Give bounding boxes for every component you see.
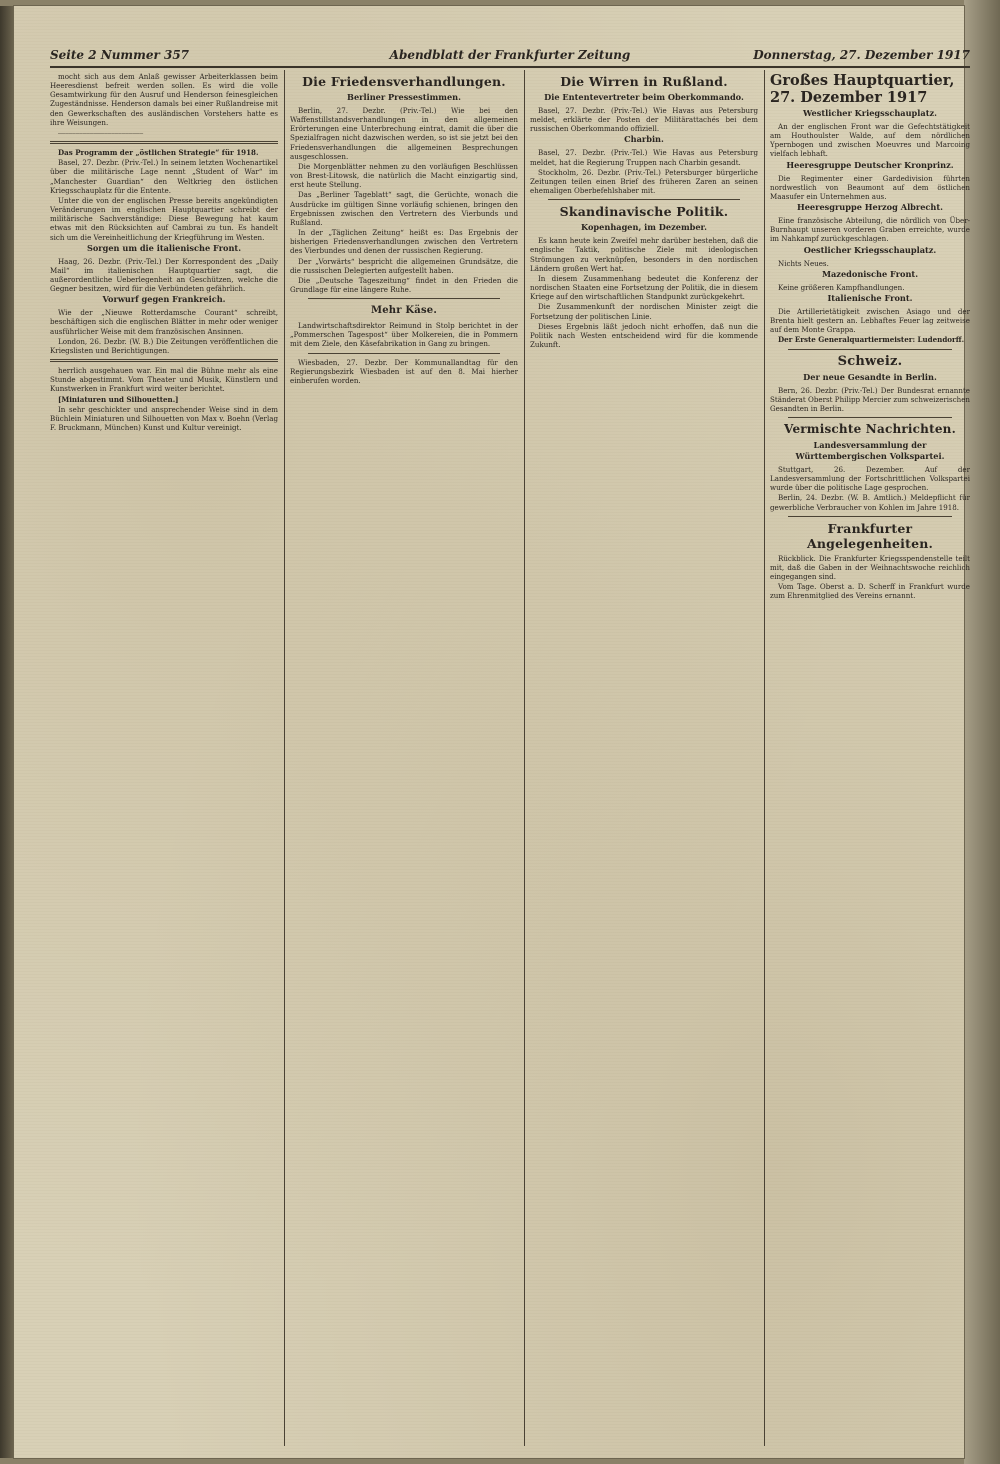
article-paragraph: Stuttgart, 26. Dezember. Auf der Landesversammlung der Fortschrittlichen Volkspartei wurde über die politische Lage gesprochen. (770, 464, 970, 493)
divider (308, 298, 500, 299)
divider (788, 516, 952, 517)
section-subheading: Westlicher Kriegsschauplatz. (803, 108, 937, 118)
article-paragraph: Berlin, 27. Dezbr. (Priv.-Tel.) Wie bei den Waffenstillstandsverhandlungen in den allgemeinen Erörterungen eine Unterbrechung eintrat, damit die über die Spezialfragen nicht dazwischen werden, so ist sie jetzt bei den Friedensverhandlungen die allgemeinen Besprechungen ausgeschlossen. (290, 106, 518, 161)
article-paragraph: Keine größeren Kampfhandlungen. (778, 282, 905, 292)
article-subtitle: Berliner Pressestimmen. (347, 92, 461, 102)
article-paragraph: Stockholm, 26. Dezbr. (Priv.-Tel.) Petersburger bürgerliche Zeitungen teilen einen Brief des früheren Zaren an seinen ehemaligen Oberbefehlshaber mit. (530, 167, 758, 196)
section-subheading: Italienische Front. (827, 292, 913, 303)
article-paragraph: Haag, 26. Dezbr. (Priv.-Tel.) Der Korrespondent des „Daily Mail“ im italienischen Hauptquartier sagt, die außerordentliche Ueberlegenheit an Geschützen, welche die Gegner besitzen, wird für die Verbündeten gefährlich. (50, 256, 278, 294)
article-paragraph: Die Artillerietätigkeit zwischen Asiago und der Brenta hielt gestern an. Lebhaftes Feuer lag zeitweise auf dem Monte Grappa. (770, 306, 970, 335)
article-paragraph: Basel, 27. Dezbr. (Priv.-Tel.) In seinem letzten Wochenartikel über die militärische Lage nennt „Student of War“ im „Manchester Guardian“ den Weltkrieg den östlichen Kriegsschauplatz für die Entente. (50, 158, 278, 195)
section-subheading: Oestlicher Kriegsschauplatz. (803, 244, 937, 255)
section-subheading: Heeresgruppe Herzog Albrecht. (796, 202, 943, 213)
article-paragraph: Der „Vorwärts“ bespricht die allgemeinen Grundsätze, die die russischen Delegierten aufgestellt haben. (290, 256, 518, 275)
article-paragraph: Landwirtschaftsdirektor Reimund in Stolp berichtet in der „Pommerschen Tagespost“ über Molkereien, die in Pommern mit dem Ziele, den Käsefabrikation in Gang zu bringen. (290, 321, 518, 349)
article-paragraph: Basel, 27. Dezbr. (Priv.-Tel.) Wie Havas aus Petersburg meldet, hat die Regierung Truppen nach Charbin gesandt. (530, 148, 758, 167)
article-continuation: mocht sich aus dem Anlaß gewisser Arbeiterklassen beim Heeresdienst befreit werden sollen. Es wird die volle Gesamtwirkung für den Ausruf und Henderson feinesgleichen Zugeständnisse. Henderson damals bei einer Rußlandreise mit den Gewerkschaften des ausländischen Vorstehers hatte es ihre Weisungen. (50, 72, 278, 127)
article-paragraph: Es kann heute kein Zweifel mehr darüber bestehen, daß die englische Taktik, politische Ziele mit ideologischen Strömungen zu verknüpfen, besonders in den nordischen Ländern großen Wert hat. (530, 236, 758, 273)
feuilleton-text: herrlich ausgehauen war. Ein mal die Bühne mehr als eine Stunde abgestimmt. Vom Theater und Musik, Künstlern und Kunstwerken in Frankfurt wird weiter berichtet. (50, 366, 278, 394)
article-paragraph: An der englischen Front war die Gefechtstätigkeit am Houthoulster Walde, auf dem nördlichen Ypernbogen und zwischen Moeuvres und Marcoing vielfach lebhaft. (770, 122, 970, 159)
section-subheading: Mazedonische Front. (821, 268, 919, 279)
book-binding (0, 6, 14, 1458)
article-paragraph: Basel, 27. Dezbr. (Priv.-Tel.) Wie Havas aus Petersburg meldet, erklärte der Posten der Militärattachés bei dem russischen Oberkommando offiziell. (530, 106, 758, 134)
page-number: Seite 2 Nummer 357 (50, 48, 190, 62)
article-paragraph: Wiesbaden, 27. Dezbr. Der Kommunallandtag für den Regierungsbezirk Wiesbaden ist auf den 8. Mai hierher einberufen worden. (290, 357, 518, 385)
article-paragraph: Unter die von der englischen Presse bereits angekündigten Veränderungen im englischen Hauptquartier schreibt der militärische Sachverständige: Diese Bewegung hat kaum etwas mit den Rücksichten auf Cambrai zu tun. Es handelt sich um die Vereinheitlichung der Kriegführung im Westen. (50, 195, 278, 242)
divider (788, 349, 952, 350)
divider (50, 141, 278, 144)
newspaper-name: Abendblatt der Frankfurter Zeitung (389, 48, 631, 62)
feuilleton-heading: [Miniaturen und Silhouetten.] (58, 394, 179, 404)
issue-date: Donnerstag, 27. Dezember 1917 (753, 48, 970, 62)
column-rule (524, 70, 525, 1446)
report-signature: Der Erste Generalquartiermeister: Ludendorff. (778, 335, 965, 345)
article-title: Die Friedensverhandlungen. (302, 74, 506, 89)
article-subtitle: Landesversammlung der Württembergischen Volkspartei. (795, 439, 945, 461)
article-paragraph: Berlin, 24. Dezbr. (W. B. Amtlich.) Meldepflicht für gewerbliche Verbraucher von Kohlen im Jahre 1918. (770, 493, 970, 512)
article-title: Vermischte Nachrichten. (784, 421, 956, 436)
divider (308, 353, 500, 354)
article-paragraph: Bern, 26. Dezbr. (Priv.-Tel.) Der Bundesrat ernannte Ständerat Oberst Philipp Mercier zum schweizerischen Gesandten in Berlin. (770, 385, 970, 413)
section-subheading: Heeresgruppe Deutscher Kronprinz. (786, 159, 954, 170)
article-title: Skandinavische Politik. (559, 204, 729, 220)
article-paragraph: Dieses Ergebnis läßt jedoch nicht erhoffen, daß nun die Politik nach Westen entscheidend wird für die kommende Zukunft. (530, 321, 758, 349)
article-paragraph: Das „Berliner Tageblatt“ sagt, die Gerüchte, wonach die Ausdrücke im gültigen Sinne vorläufig schienen, bringen den Ergebnissen zwischen den Vertretern des Vierbunds und Rußland. (290, 190, 518, 227)
article-paragraph: Eine französische Abteilung, die nördlich von Über-Burnhaupt unseren vorderen Graben erreichte, wurde im Nahkampf zurückgeschlagen. (770, 216, 970, 244)
body-text: ⎯⎯⎯⎯⎯⎯⎯⎯⎯⎯⎯⎯⎯⎯⎯⎯⎯⎯⎯⎯⎯⎯⎯⎯ (58, 127, 144, 137)
section-subheading: Vorwurf gegen Frankreich. (102, 294, 226, 305)
column-rule (284, 70, 285, 1446)
article-title: Die Wirren in Rußland. (560, 74, 728, 89)
article-paragraph: Wie der „Nieuwe Rotterdamsche Courant“ schreibt, beschäftigen sich die englischen Blätter in mehr oder weniger ausführlicher Weise mit dem französischen Ansinnen. (50, 308, 278, 336)
article-title: Mehr Käse. (370, 305, 438, 317)
column-4 (770, 72, 970, 1444)
article-paragraph: In diesem Zusammenhang bedeutet die Konferenz der nordischen Staaten eine Fortsetzung der Politik, die in diesem Kriege auf den wirtschaftlichen Standpunkt zurückgekehrt. (530, 273, 758, 302)
article-title: Frankfurter Angelegenheiten. (806, 520, 934, 551)
article-heading: Das Programm der „östlichen Strategie“ für 1918. (58, 148, 259, 158)
column-1 (50, 72, 278, 1444)
article-title: Schweiz. (837, 353, 903, 369)
article-paragraph: Die Morgenblätter nehmen zu den vorläufigen Beschlüssen von Brest-Litowsk, die natürlich die Macht einzigartig sind, erst heute Stellung. (290, 161, 518, 190)
article-paragraph: Die Regimenter einer Gardedivision führten nordwestlich von Beaumont auf dem östlichen Maasufer ein Unternehmen aus. (770, 173, 970, 201)
divider (788, 417, 952, 418)
article-paragraph: Die „Deutsche Tageszeitung“ findet in den Frieden die Grundlage für eine längere Ruhe. (290, 275, 518, 294)
article-subtitle: Die Ententevertreter beim Oberkommando. (544, 92, 744, 102)
section-subheading: Charbin. (624, 134, 664, 145)
column-2 (290, 72, 518, 1444)
article-paragraph: In der „Täglichen Zeitung“ heißt es: Das Ergebnis der bisherigen Friedensverhandlungen zwischen den Vertretern des Vierbundes und denen der russischen Regierung. (290, 228, 518, 256)
article-subtitle: Der neue Gesandte in Berlin. (803, 371, 937, 382)
column-3 (530, 72, 758, 1444)
army-report-title: Großes Hauptquartier, 27. Dezember 1917 (770, 72, 955, 106)
column-rule (764, 70, 765, 1446)
article-paragraph: Die Zusammenkunft der nordischen Minister zeigt die Fortsetzung der politischen Linie. (530, 302, 758, 321)
section-subheading: Sorgen um die italienische Front. (86, 242, 242, 253)
divider (50, 359, 278, 362)
feuilleton-text: In sehr geschickter und ansprechender Weise sind in dem Büchlein Miniaturen und Silhouetten von Max v. Boehn (Verlag F. Bruckmann, München) Kunst und Kultur vereinigt. (50, 404, 278, 432)
article-paragraph: Rückblick. Die Frankfurter Kriegsspendenstelle teilt mit, daß die Gaben in der Weihnachtswoche reichlich eingegangen sind. (770, 553, 970, 582)
article-paragraph: Vom Tage. Oberst a. D. Scherff in Frankfurt wurde zum Ehrenmitglied des Vereins ernannt. (770, 582, 970, 601)
article-paragraph: London, 26. Dezbr. (W. B.) Die Zeitungen veröffentlichen die Kriegslisten und Berichtigungen. (50, 336, 278, 355)
article-subtitle: Kopenhagen, im Dezember. (581, 222, 707, 233)
page-header (50, 44, 970, 68)
article-paragraph: Nichts Neues. (778, 258, 829, 268)
divider (548, 199, 740, 200)
